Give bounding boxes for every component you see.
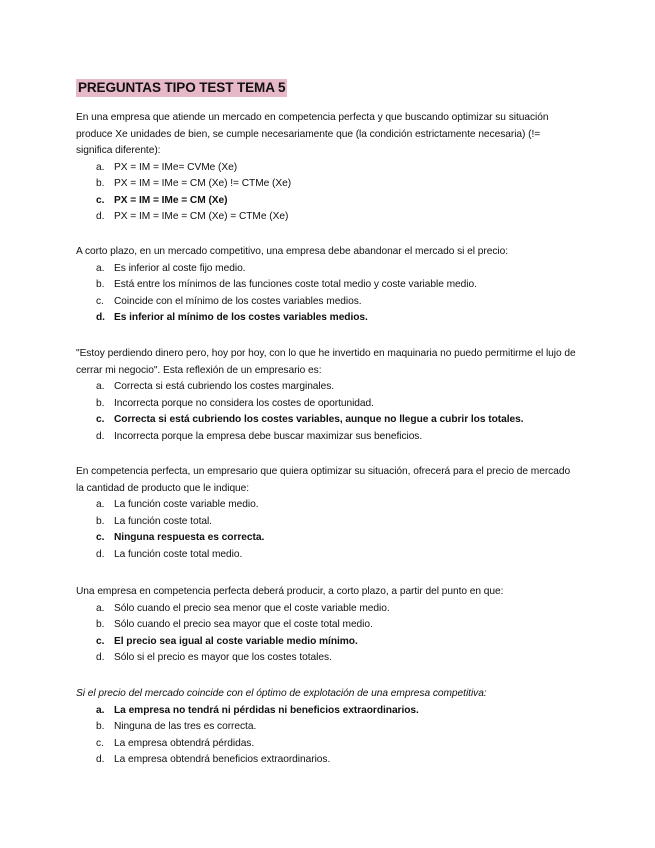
page-title: PREGUNTAS TIPO TEST TEMA 5 xyxy=(78,80,286,95)
question-prompt: "Estoy perdiendo dinero pero, hoy por hoy, con lo que he invertido en maquinaria no puedo permitirme el lujo de cerrar mi negocio". Esta reflexión de un empresario es: xyxy=(76,348,576,376)
option-letter: a. xyxy=(96,262,105,274)
option-letter: d. xyxy=(96,312,105,323)
option-text: El precio sea igual al coste variable medio mínimo. xyxy=(114,635,358,647)
option-text: Es inferior al coste fijo medio. xyxy=(114,262,246,274)
option-letter: c. xyxy=(96,532,105,543)
answer-option-c-correct xyxy=(76,412,576,429)
answer-option-d xyxy=(76,650,576,667)
option-letter: a. xyxy=(96,602,105,614)
option-text: Ninguna respuesta es correcta. xyxy=(114,532,265,543)
option-letter: b. xyxy=(96,178,105,189)
answer-option-c-correct xyxy=(76,193,576,210)
option-text: Es inferior al mínimo de los costes variables medios. xyxy=(114,312,368,323)
answer-option-b xyxy=(76,396,576,413)
option-letter: b. xyxy=(96,721,105,732)
option-letter: c. xyxy=(96,194,105,206)
answer-option-a-correct xyxy=(76,703,576,720)
question-2 xyxy=(76,244,576,327)
answer-options xyxy=(76,703,576,769)
option-letter: c. xyxy=(96,635,105,647)
answer-options xyxy=(76,160,576,226)
answer-option-a xyxy=(76,261,576,278)
option-text: La empresa obtendrá pérdidas. xyxy=(114,737,255,749)
answer-option-c xyxy=(76,294,576,311)
answer-options xyxy=(76,601,576,667)
question-prompt: Una empresa en competencia perfecta deberá producir, a corto plazo, a partir del punto en que: xyxy=(76,586,504,597)
option-text: Sólo cuando el precio sea mayor que el coste total medio. xyxy=(114,619,373,630)
option-text: Incorrecta porque no considera los costes de oportunidad. xyxy=(114,397,374,409)
option-letter: d. xyxy=(96,548,105,560)
answer-options xyxy=(76,497,576,563)
question-4 xyxy=(76,464,576,563)
option-letter: b. xyxy=(96,279,105,290)
option-letter: d. xyxy=(96,652,105,663)
answer-option-b xyxy=(76,277,576,294)
answer-option-c-correct xyxy=(76,634,576,651)
answer-option-b xyxy=(76,176,576,193)
option-text: La función coste total. xyxy=(114,515,212,527)
option-text: PX = IM = IMe = CM (Xe) != CTMe (Xe) xyxy=(114,178,292,189)
answer-option-c xyxy=(76,736,576,753)
option-letter: a. xyxy=(96,381,105,392)
answer-option-c-correct xyxy=(76,530,576,547)
answer-option-a xyxy=(76,601,576,618)
answer-option-d-correct xyxy=(76,310,576,327)
option-letter: a. xyxy=(96,704,105,716)
answer-option-a xyxy=(76,160,576,177)
option-text: La empresa no tendrá ni pérdidas ni beneficios extraordinarios. xyxy=(114,704,419,716)
question-prompt: En una empresa que atiende un mercado en competencia perfecta y que buscando optimizar su situación produce Xe unidades de bien, se cumple necesariamente que (la condición estrictamente necesaria) (!= significa diferente): xyxy=(76,112,549,156)
option-letter: a. xyxy=(96,161,105,173)
option-letter: b. xyxy=(96,515,105,527)
option-text: Ninguna de las tres es correcta. xyxy=(114,721,257,732)
option-text: Coincide con el mínimo de los costes variables medios. xyxy=(114,295,362,307)
option-text: PX = IM = IMe = CM (Xe) xyxy=(114,194,228,206)
option-letter: b. xyxy=(96,619,105,630)
option-text: PX = IM = IMe = CM (Xe) = CTMe (Xe) xyxy=(114,211,289,222)
option-text: Correcta si está cubriendo los costes marginales. xyxy=(114,381,335,392)
option-letter: b. xyxy=(96,397,105,409)
question-5 xyxy=(76,584,576,667)
option-letter: d. xyxy=(96,430,105,442)
option-letter: c. xyxy=(96,414,105,425)
answer-option-d xyxy=(76,547,576,564)
question-3 xyxy=(76,346,576,445)
answer-option-a xyxy=(76,497,576,514)
question-1 xyxy=(76,110,576,226)
option-text: La función coste total medio. xyxy=(114,548,243,560)
option-text: Correcta si está cubriendo los costes variables, aunque no llegue a cubrir los totales. xyxy=(114,414,524,425)
option-letter: d. xyxy=(96,211,105,222)
answer-option-d xyxy=(76,209,576,226)
answer-option-a xyxy=(76,379,576,396)
question-6 xyxy=(76,686,576,769)
option-letter: c. xyxy=(96,295,104,307)
option-text: La función coste variable medio. xyxy=(114,499,259,510)
answer-option-b xyxy=(76,719,576,736)
answer-options xyxy=(76,261,576,327)
answer-option-b xyxy=(76,514,576,531)
answer-option-d xyxy=(76,429,576,446)
option-letter: d. xyxy=(96,754,105,765)
option-text: Sólo cuando el precio sea menor que el coste variable medio. xyxy=(114,602,390,614)
question-prompt: En competencia perfecta, un empresario que quiera optimizar su situación, ofrecerá para el precio de mercado la cantidad de producto que le indique: xyxy=(76,466,571,494)
answer-option-d xyxy=(76,752,576,769)
question-prompt: Si el precio del mercado coincide con el óptimo de explotación de una empresa competitiva: xyxy=(76,688,487,699)
option-text: PX = IM = IMe= CVMe (Xe) xyxy=(114,161,238,173)
option-text: Está entre los mínimos de las funciones coste total medio y coste variable medio. xyxy=(114,279,477,290)
answer-option-b xyxy=(76,617,576,634)
answer-options xyxy=(76,379,576,445)
option-letter: c. xyxy=(96,737,104,749)
option-text: La empresa obtendrá beneficios extraordinarios. xyxy=(114,754,331,765)
option-letter: a. xyxy=(96,499,105,510)
option-text: Incorrecta porque la empresa debe buscar maximizar sus beneficios. xyxy=(114,430,423,442)
option-text: Sólo si el precio es mayor que los costes totales. xyxy=(114,652,332,663)
question-prompt: A corto plazo, en un mercado competitivo, una empresa debe abandonar el mercado si el precio: xyxy=(76,246,508,257)
